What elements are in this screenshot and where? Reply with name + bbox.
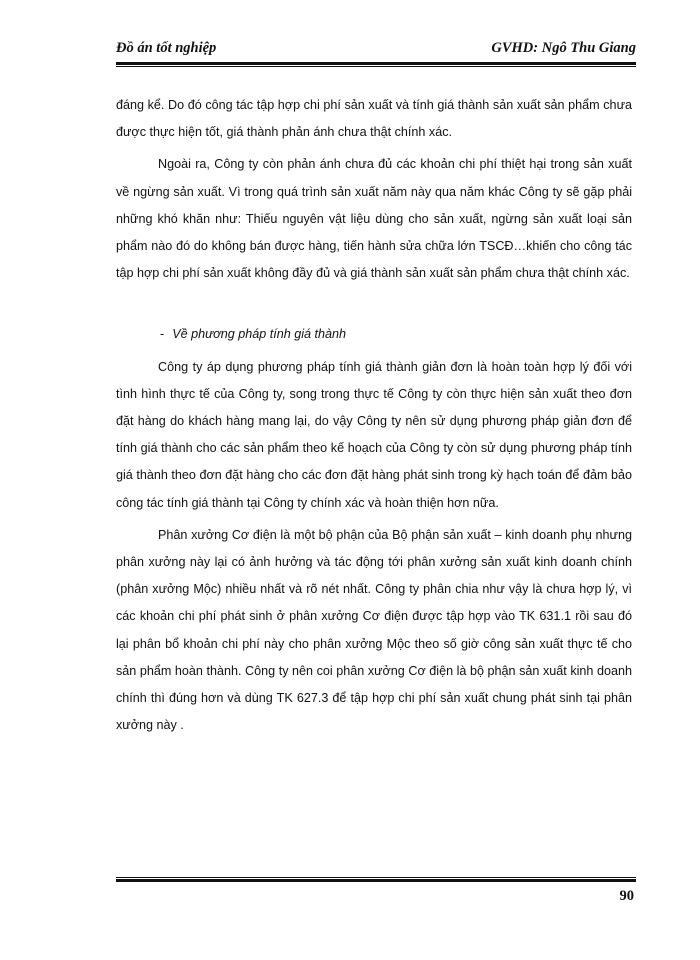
section-subheading xyxy=(116,321,632,348)
subheading-bullet: - xyxy=(160,327,165,342)
page-body xyxy=(116,92,632,739)
paragraph-4: Phân xưởng Cơ điện là một bộ phận của Bộ phận sản xuất – kinh doanh phụ nhưng phân xưởng này lại có ảnh hưởng và tác động tới phân xưởng sản xuất kinh doanh chính (phân xưởng Mộc) nhiều nhất và rõ nét nhất. Công ty phân chia như vậy là chưa hợp lý, vì các khoản chi phí phát sinh ở phân xưởng Cơ điện được tập hợp vào TK 631.1 rồi sau đó lại phân bổ khoản chi phí này cho phân xưởng Mộc theo số giờ công sản xuất thực tế cho sản phẩm hoàn thành. Công ty nên coi phân xưởng Cơ điện là bộ phận sản xuất kinh doanh chính thì đúng hơn và dùng TK 627.3 để tập hợp chi phí sản xuất chung phát sinh tại phân xưởng này . xyxy=(116,527,632,733)
document-title: Đồ án tốt nghiệp xyxy=(116,40,217,56)
supervisor-name: GVHD: Ngô Thu Giang xyxy=(491,40,636,56)
page-number: 90 xyxy=(619,888,634,904)
footer-divider xyxy=(116,877,636,882)
paragraph-1: đáng kể. Do đó công tác tập hợp chi phí sản xuất và tính giá thành sản xuất sản phẩm chưa được thực hiện tốt, giá thành phản ánh chưa thật chính xác. xyxy=(116,98,632,140)
paragraph-2: Ngoài ra, Công ty còn phản ánh chưa đủ các khoản chi phí thiệt hại trong sản xuất về ngừng sản xuất. Vì trong quá trình sản xuất năm này qua năm khác Công ty sẽ gặp phải những khó khăn như: Thiếu nguyên vật liệu dùng cho sản xuất, ngừng sản xuất loại sản phẩm nào đó do không bán được hàng, tiến hành sửa chữa lớn TSCĐ…khiến cho công tác tập hợp chi phí sản xuất không đầy đủ và giá thành sản xuất sản phẩm chưa thật chính xác. xyxy=(116,157,632,281)
paragraph-3: Công ty áp dụng phương pháp tính giá thành giản đơn là hoàn toàn hợp lý đối với tình hình thực tế của Công ty, song trong thực tế Công ty còn thực hiện sản xuất theo đơn đặt hàng do khách hàng mang lại, do vậy Công ty nên sử dụng phương pháp giản đơn để tính giá thành cho các sản phẩm theo kế hoạch của Công ty còn sử dụng phương pháp tính giá thành theo đơn đặt hàng cho các đơn đặt hàng phát sinh trong kỳ hạch toán để đảm bảo công tác tính giá thành tại Công ty chính xác và hoàn thiện hơn nữa. xyxy=(116,359,632,510)
subheading-text: Về phương pháp tính giá thành xyxy=(172,327,347,342)
header-divider xyxy=(116,62,636,67)
page-header xyxy=(116,38,636,62)
